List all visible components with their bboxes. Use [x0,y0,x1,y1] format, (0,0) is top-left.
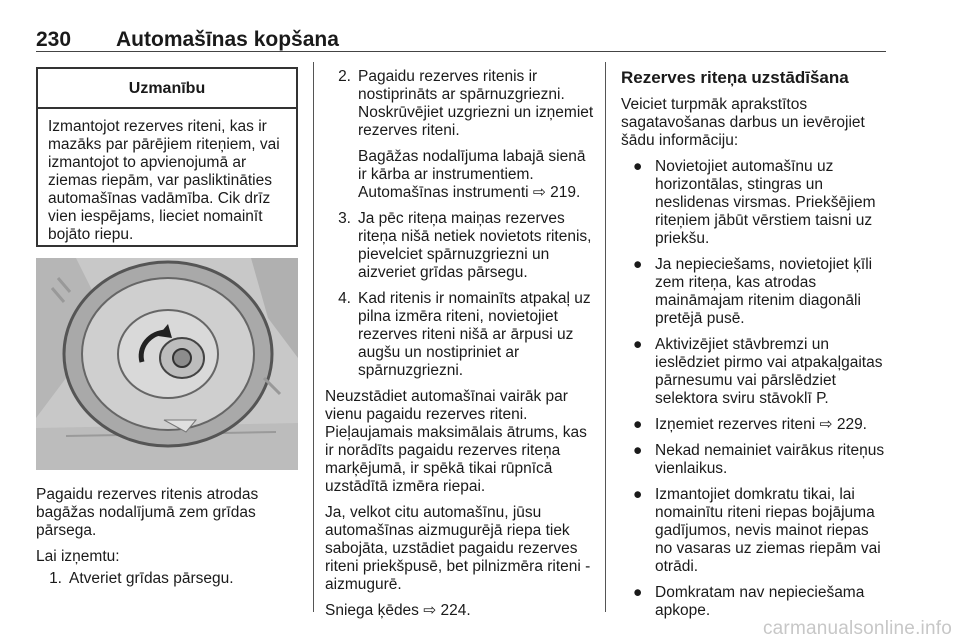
step-number: 2. [338,68,351,85]
caution-box [36,67,298,247]
section-intro: Veiciet turpmāk aprakstītos sagatavošanas darbus un ievērojiet šādu informāciju: [621,96,865,149]
spare-wheel-illustration [36,258,298,470]
step-number: 3. [338,210,351,227]
caution-text: Izmantojot rezerves riteni, kas ir mazāks par pārējiem riteņiem, vai izmantojot to apvienojumā ar ziemas riepām, var pasliktināties automašīnas vadāmība. Cik drīz vien iespējams, lieciet nomainīt bojāto riepu. [48,118,280,243]
header-rule [36,51,886,52]
removal-intro: Lai izņemtu: [36,548,120,565]
right-column [621,68,889,628]
list-item [621,486,889,576]
middle-column [325,68,595,628]
chapter-title: Automašīnas kopšana [116,28,339,51]
bullet-icon: ● [633,442,643,459]
bullet-text: Izņemiet rezerves riteni ⇨ 229. [655,416,867,433]
step-number: 1. [49,570,62,587]
bullet-icon: ● [633,486,643,503]
step-number: 4. [338,290,351,307]
list-item [621,158,889,248]
step-text: Ja pēc riteņa maiņas rezerves riteņa nišā netiek novietots ritenis, pievelciet spārnuzgriezni un aizveriet grīdas pārsegu. [358,210,592,281]
step-text: Kad ritenis ir nomainīts atpakaļ uz pilna izmēra riteni, novietojiet rezerves riteni nišā ar ārpusi uz augšu un nostipriniet ar spārnuzgriezni. [358,290,591,379]
list-item [621,416,889,434]
bullet-text: Ja nepieciešams, novietojiet ķīli zem riteņa, kas atrodas maināmajam ritenim diagonāli pretējā pusē. [655,256,873,327]
bullet-icon: ● [633,256,643,273]
caution-title: Uzmanību [38,69,296,109]
bullet-text: Aktivizējiet stāvbremzi un ieslēdziet pirmo vai atpakaļgaitas pārnesumu vai pārslēdziet selektora sviru stāvoklī P. [655,336,883,407]
list-item [36,570,298,588]
watermark: carmanualsonline.info [762,618,952,639]
bullet-text: Nekad nemainiet vairākus riteņus vienlaikus. [655,442,885,477]
bullet-text: Novietojiet automašīnu uz horizontālas, stingras un neslidenas virsmas. Priekšējiem riteņiem jābūt vērstiem taisni uz priekšu. [655,158,876,247]
section-title: Rezerves riteņa uzstādīšana [621,68,849,87]
list-item [325,68,595,202]
list-item [621,256,889,328]
left-column [36,486,298,588]
column-divider-left [313,62,314,612]
bullet-icon: ● [633,336,643,353]
list-item [621,584,889,620]
list-item [621,336,889,408]
step-text: Pagaidu rezerves ritenis ir nostiprināts ar spārnuzgriezni. Noskrūvējiet uzgriezni un izņemiet rezerves riteni. [358,68,594,139]
spare-wheel-drawing [36,258,298,470]
bullet-icon: ● [633,158,643,175]
page-header [36,22,886,52]
bullet-icon: ● [633,584,643,601]
paragraph: Ja, velkot citu automašīnu, jūsu automašīnas aizmugurējā riepa tiek sabojāta, uzstādiet pagaidu rezerves riteni priekšpusē, bet pilnizmēra riteni - aizmugurē. [325,504,591,593]
step-note: Bagāžas nodalījuma labajā sienā ir kārba ar instrumentiem. Automašīnas instrumenti ⇨ 219. [358,148,586,201]
column-divider-right [605,62,606,612]
figure-caption: Pagaidu rezerves ritenis atrodas bagāžas nodalījumā zem grīdas pārsega. [36,486,259,539]
step-text: Atveriet grīdas pārsegu. [69,570,234,587]
page-number: 230 [36,28,72,51]
paragraph: Sniega ķēdes ⇨ 224. [325,602,471,619]
list-item [325,210,595,282]
list-item [621,442,889,478]
bullet-text: Izmantojiet domkratu tikai, lai nomainītu riteni riepas bojājuma gadījumos, nevis mainot riepas no vasaras uz ziemas riepām vai otrādi. [655,486,881,575]
bullet-text: Domkratam nav nepieciešama apkope. [655,584,865,619]
paragraph: Neuzstādiet automašīnai vairāk par vienu pagaidu rezerves riteni. Pieļaujamais maksimālais ātrums, kas ir norādīts pagaidu rezerves riteņa marķējumā, ir spēkā tikai rūpnīcā uzstādītā izmēra riepai. [325,388,587,495]
list-item [325,290,595,380]
bullet-icon: ● [633,416,643,433]
